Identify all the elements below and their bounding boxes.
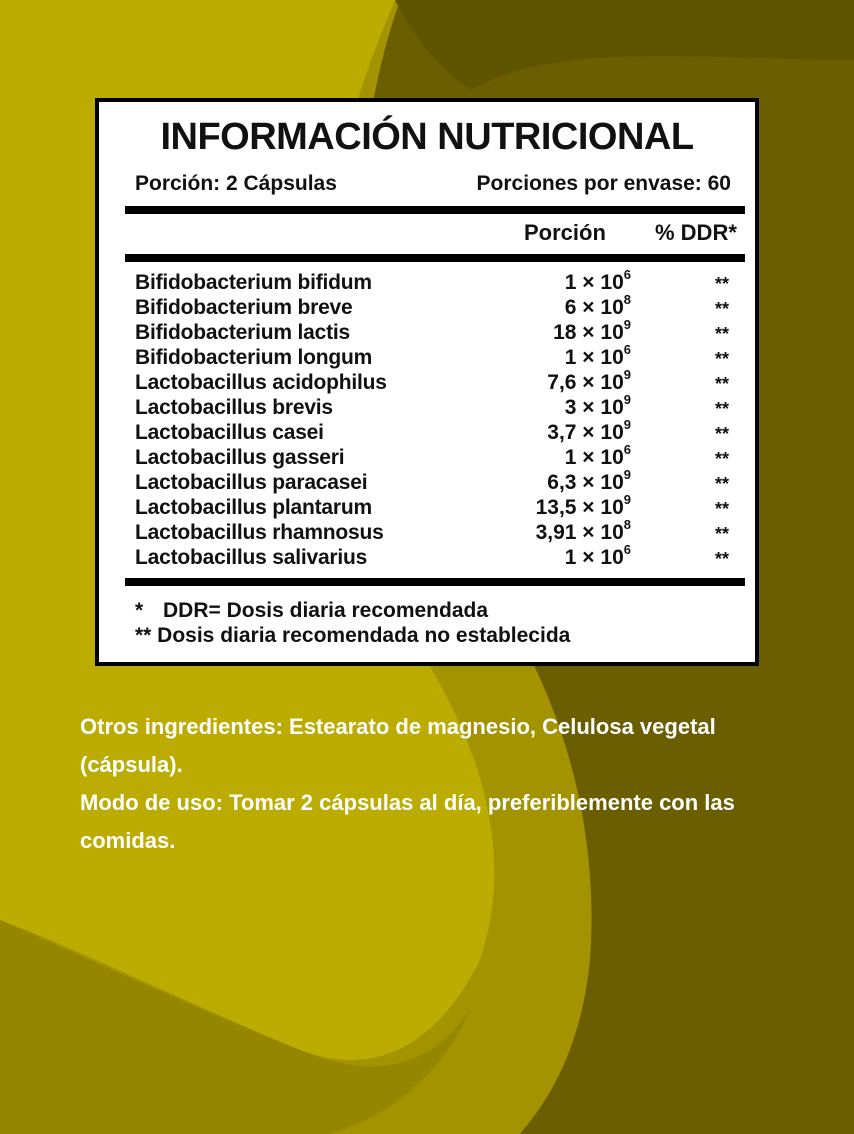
amount-exponent: 6 (623, 342, 631, 357)
ingredient-amount (501, 269, 631, 295)
amount-exponent: 9 (623, 392, 631, 407)
ingredient-name: Bifidobacterium bifidum (135, 271, 372, 294)
servings-per-container: Porciones por envase: 60 (476, 172, 731, 195)
usage-line2: comidas. (80, 828, 176, 853)
amount-coefficient: 1 × 10 (564, 446, 624, 469)
ingredient-amount (501, 544, 631, 570)
ingredient-amount (501, 294, 631, 320)
amount-exponent: 9 (623, 317, 631, 332)
ingredient-ddr: ** (714, 424, 729, 444)
ingredient-row (135, 467, 735, 495)
ingredient-amount (501, 444, 631, 470)
ingredient-amount (501, 469, 631, 495)
ingredient-name: Lactobacillus plantarum (135, 496, 372, 519)
serving-size: Porción: 2 Cápsulas (135, 172, 337, 195)
ingredient-row (135, 292, 735, 320)
other-ingredients-line2: (cápsula). (80, 752, 183, 777)
ingredient-amount (501, 319, 631, 345)
ingredient-ddr: ** (714, 524, 729, 544)
ingredient-name: Lactobacillus casei (135, 421, 324, 444)
ingredient-ddr: ** (714, 374, 729, 394)
product-info-text (80, 708, 820, 860)
ingredient-ddr: ** (714, 499, 729, 519)
amount-exponent: 9 (623, 492, 631, 507)
amount-coefficient: 1 × 10 (564, 546, 624, 569)
nutrition-facts-panel (95, 98, 759, 666)
ingredient-row (135, 492, 735, 520)
ingredient-amount (501, 494, 631, 520)
amount-exponent: 9 (623, 367, 631, 382)
amount-coefficient: 1 × 10 (564, 271, 624, 294)
usage-line1: Modo de uso: Tomar 2 cápsulas al día, preferiblemente con las (80, 790, 735, 815)
ingredient-list (135, 267, 735, 570)
footnote-ddr (135, 598, 570, 623)
other-ingredients-line1: Otros ingredientes: Estearato de magnesio, Celulosa vegetal (80, 714, 716, 739)
amount-coefficient: 13,5 × 10 (535, 496, 624, 519)
ingredient-amount (501, 394, 631, 420)
footnotes (135, 598, 570, 648)
amount-coefficient: 6 × 10 (564, 296, 624, 319)
amount-coefficient: 18 × 10 (553, 321, 624, 344)
amount-exponent: 8 (623, 292, 631, 307)
ingredient-row (135, 267, 735, 295)
ingredient-ddr: ** (714, 399, 729, 419)
ingredient-ddr: ** (714, 349, 729, 369)
ingredient-name: Lactobacillus gasseri (135, 446, 345, 469)
amount-exponent: 6 (623, 442, 631, 457)
amount-exponent: 6 (623, 542, 631, 557)
column-header-ddr: % DDR* (655, 220, 737, 245)
ingredient-ddr: ** (714, 474, 729, 494)
ingredient-name: Bifidobacterium lactis (135, 321, 350, 344)
ingredient-row (135, 417, 735, 445)
ingredient-name: Bifidobacterium longum (135, 346, 373, 369)
amount-coefficient: 1 × 10 (564, 346, 624, 369)
amount-exponent: 8 (623, 517, 631, 532)
column-header-amount: Porción (524, 220, 606, 245)
amount-coefficient: 7,6 × 10 (547, 371, 624, 394)
footnote-ddr-text: DDR= Dosis diaria recomendada (163, 599, 489, 622)
nutrition-title: INFORMACIÓN NUTRICIONAL (160, 116, 694, 158)
ingredient-name: Lactobacillus acidophilus (135, 371, 387, 394)
ingredient-ddr: ** (714, 299, 729, 319)
amount-coefficient: 3,91 × 10 (535, 521, 624, 544)
ingredient-name: Lactobacillus brevis (135, 396, 333, 419)
divider-header (125, 254, 745, 262)
amount-coefficient: 6,3 × 10 (547, 471, 624, 494)
ingredient-name: Lactobacillus paracasei (135, 471, 368, 494)
ingredient-row (135, 367, 735, 395)
amount-exponent: 9 (623, 467, 631, 482)
footnote-not-established: ** Dosis diaria recomendada no establecida (135, 624, 571, 647)
ingredient-row (135, 442, 735, 470)
divider-bottom (125, 578, 745, 586)
amount-exponent: 6 (623, 267, 631, 282)
serving-info-row (135, 172, 731, 196)
ingredient-ddr: ** (714, 274, 729, 294)
ingredient-amount (501, 519, 631, 545)
divider-top (125, 206, 745, 214)
ingredient-amount (501, 344, 631, 370)
amount-exponent: 9 (623, 417, 631, 432)
ingredient-ddr: ** (714, 549, 729, 569)
ingredient-amount (501, 419, 631, 445)
ingredient-ddr: ** (714, 324, 729, 344)
ingredient-row (135, 342, 735, 370)
ingredient-name: Lactobacillus salivarius (135, 546, 368, 569)
amount-coefficient: 3 × 10 (564, 396, 624, 419)
ingredient-name: Lactobacillus rhamnosus (135, 521, 384, 544)
footnote-ddr-mark: * (135, 599, 144, 622)
ingredient-row (135, 392, 735, 420)
ingredient-row (135, 517, 735, 545)
amount-coefficient: 3,7 × 10 (547, 421, 624, 444)
ingredient-row (135, 317, 735, 345)
ingredient-amount (501, 369, 631, 395)
ingredient-name: Bifidobacterium breve (135, 296, 353, 319)
ingredient-ddr: ** (714, 449, 729, 469)
ingredient-row (135, 542, 735, 570)
